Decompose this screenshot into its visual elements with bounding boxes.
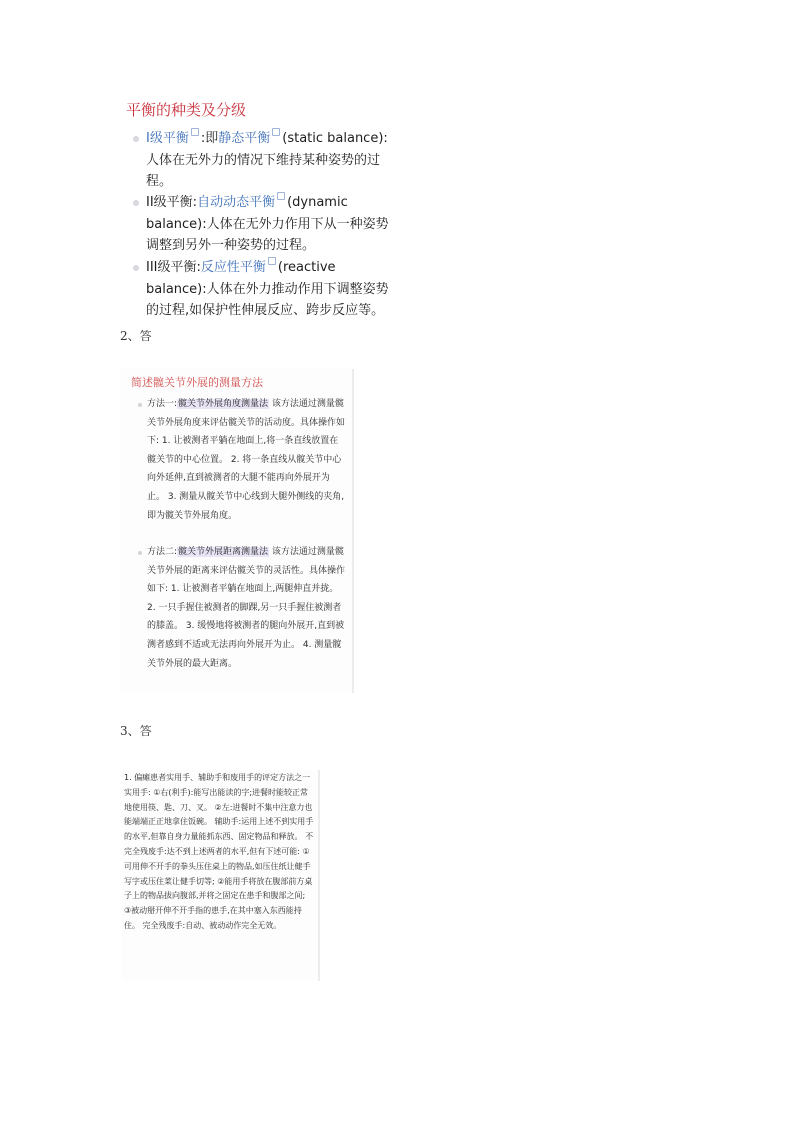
item-prefix: 方法一:: [147, 399, 178, 409]
answer-body: 偏瘫患者实用手、辅助手和废用手的评定方法之一 实用手: ①右(利手):能写出能读的字;进餐时能较正常地使用筷、匙、刀、叉。 ②左:进餐时不集中注意力也能端端正正地拿住饭碗。 辅助手:运用上述不到实用手的水平,但靠自身力量能抓东西、固定物品和释放。 不完全残废手:达不到上述两者的水平,但有下述可能: ①可用伸不开手的拳头压住桌上的物品,如压住纸让健手写字或压住菜让健手切等; ②能用手将放在腹部前方桌子上的物品拔向腹部,并将之固定在患手和腹部之间; ③被动掰开伸不开手指的患手,在其中塞入东西能持住。 完全残废手:自动、被动动作完全无效。: [124, 773, 314, 930]
term-link[interactable]: 静态平衡: [218, 131, 271, 146]
item-text: (dynamic balance):人体在无外力作用下从一种姿势调整到另外一种姿势的过程。: [146, 195, 389, 253]
list-item: [146, 128, 398, 193]
term-link[interactable]: I级平衡: [146, 131, 189, 146]
highlighted-term: 髋关节外展角度测量法: [178, 399, 269, 409]
item-prefix: III级平衡:: [146, 260, 201, 275]
item-prefix: 方法二:: [147, 547, 178, 557]
answer-label: 3、答: [120, 724, 152, 738]
highlighted-term: 髋关节外展距离测量法: [178, 547, 269, 557]
card-title: 简述髋关节外展的测量方法: [131, 376, 263, 389]
bullet-icon: [133, 265, 139, 271]
section-title: 平衡的种类及分级: [126, 101, 247, 119]
item-text: :即: [200, 131, 219, 146]
list-number: 1.: [124, 773, 132, 782]
external-link-icon: [268, 257, 276, 265]
external-link-icon: [277, 192, 285, 200]
external-link-icon: [191, 128, 199, 136]
item-text: (reactive balance):人体在外力推动作用下调整姿势的过程,如保护性伸展反应、跨步反应等。: [146, 260, 389, 318]
term-link[interactable]: 自动动态平衡: [197, 195, 276, 210]
item-text: (static balance):人体在无外力的情况下维持某种姿势的过程。: [146, 131, 388, 189]
answer-text: [124, 771, 314, 934]
answer-label: 2、答: [120, 329, 152, 343]
item-text: 该方法通过测量髋关节外展角度来评估髋关节的活动度。具体操作如下: 1. 让被测者平躺在地面上,将一条直线放置在髋关节的中心位置。 2. 将一条直线从髋关节中心向外延伸,直到被测者的大腿不能再向外展开为止。 3. 测量从髋关节中心线到大腿外侧线的夹角,即为髋关节外展角度。: [147, 399, 346, 521]
item-text: 该方法通过测量髋关节外展的距离来评估髋关节的灵活性。具体操作如下: 1. 让被测者平躺在地面上,两腿伸直并拢。 2. 一只手握住被测者的脚踝,另一只手握住被测者的膝盖。 3. 缓慢地将被测者的腿向外展开,直到被测者感到不适或无法再向外展开为止。 4. 测量髋关节外展的最大距离。: [147, 547, 346, 669]
list-item: [146, 192, 398, 257]
bullet-icon: [138, 551, 142, 555]
term-link[interactable]: 反应性平衡: [200, 260, 266, 275]
bullet-icon: [138, 403, 142, 407]
list-item: [146, 257, 398, 322]
bullet-icon: [133, 136, 139, 142]
external-link-icon: [272, 128, 280, 136]
bullet-icon: [133, 200, 139, 206]
list-item: [147, 543, 345, 673]
item-prefix: II级平衡:: [146, 195, 198, 210]
list-item: [147, 395, 345, 525]
